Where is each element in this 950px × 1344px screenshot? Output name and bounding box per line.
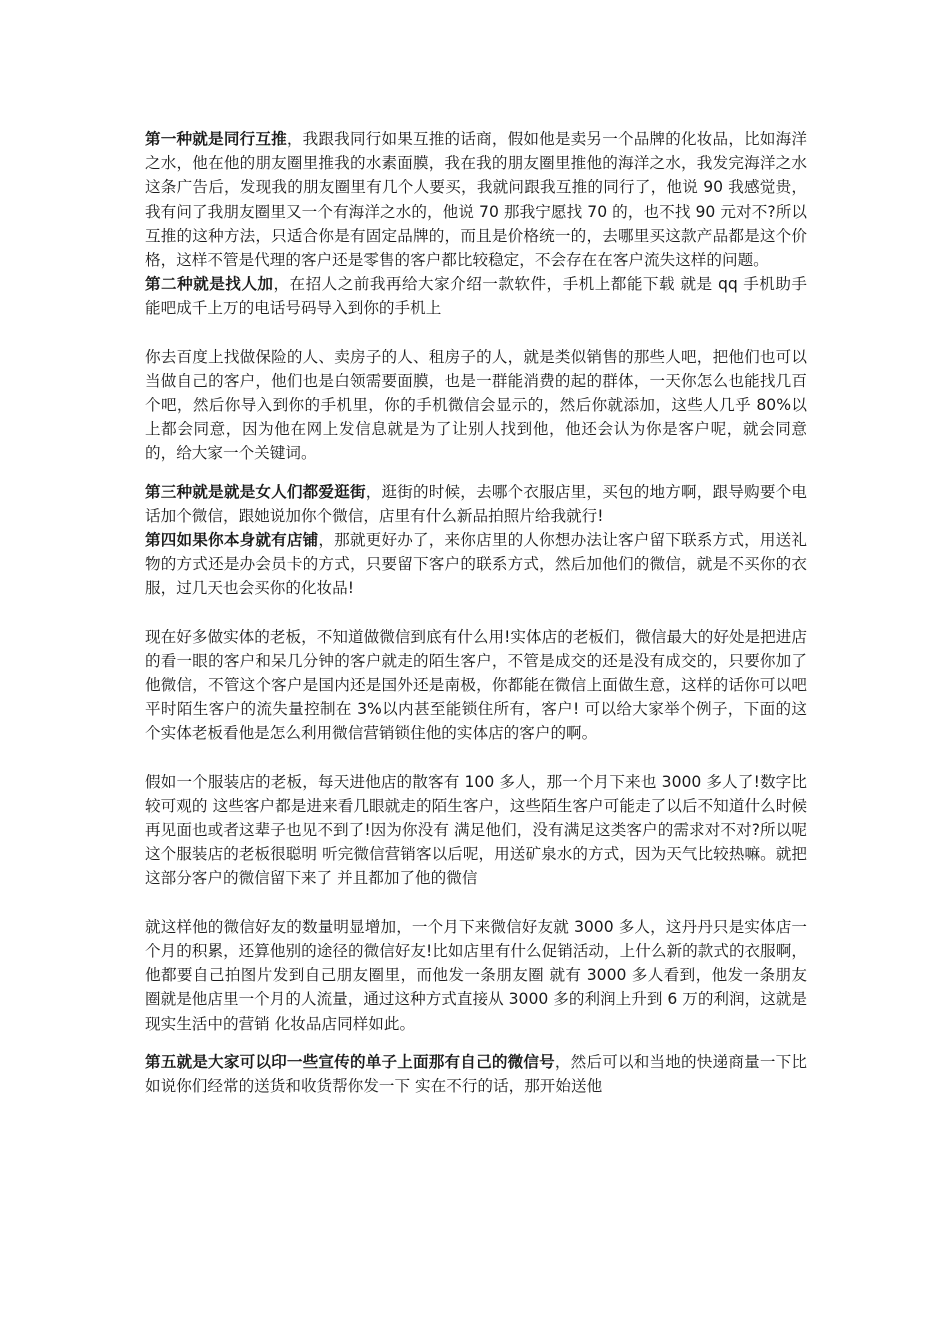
paragraph-heading: 第四如果你本身就有店铺 (145, 531, 319, 550)
paragraph-heading: 第二种就是找人加 (145, 275, 274, 294)
paragraph-peer-promotion (145, 127, 807, 272)
paragraph-heading: 第五就是大家可以印一些宣传的单子上面那有自己的微信号 (145, 1052, 555, 1071)
paragraph-body: 你去百度上找做保险的人、卖房子的人、租房子的人，就是类似销售的那些人吧，把他们也可以当做自己的客户，他们也是白领需要面膜，也是一群能消费的起的群体，一天你怎么也能找几百个吧，然后你导入到你的手机里，你的手机微信会显示的，然后你就添加，这些人几乎 80%以上都会同意，因为他在网上发信息就是为了让别人找到他，他还会认为你是客户呢，就会同意的，给大家一个关键词。 (145, 347, 807, 463)
paragraph-add-people (145, 272, 807, 320)
paragraph-baidu-search (145, 345, 807, 466)
paragraph-spacer (145, 1036, 807, 1050)
paragraph-own-store (145, 528, 807, 601)
paragraph-heading: 第一种就是同行互推 (145, 130, 287, 148)
paragraph-flyers (145, 1050, 807, 1098)
paragraph-body: ，我跟我同行如果互推的话商，假如他是卖另一个品牌的化妆品，比如海洋之水，他在他的朋友圈里推我的水素面膜，我在我的朋友圈里推他的海洋之水，我发完海洋之水这条广告后，发现我的朋友圈里有几个人要买，我就问跟我互推的同行了，他说 90 我感觉贵，我有问了我朋友圈里又一个有海洋之水的，他说 70 那我宁愿找 70 的，也不找 90 元对不?所以互推的这种方法，只适合你是有固定品牌的，而且是价格统一的，去哪里买这款产品都是这个价格，这样不管是代理的客户还是零售的客户都比较稳定，不会存在在客户流失这样的问题。 (145, 130, 807, 270)
paragraph-spacer (145, 891, 807, 915)
paragraph-shopping (145, 480, 807, 528)
paragraph-body: 现在好多做实体的老板，不知道做微信到底有什么用!实体店的老板们，微信最大的好处是把进店的看一眼的客户和呆几分钟的客户就走的陌生客户，不管是成交的还是没有成交的，只要你加了他微信，不管这个客户是国内还是国外还是南极，你都能在微信上面做生意，这样的话你可以吧平时陌生客户的流失量控制在 3%以内甚至能锁住所有，客户! 可以给大家举个例子，下面的这个实体老板看他是怎么利用微信营销锁住他的实体店的客户的啊。 (145, 627, 807, 743)
paragraph-physical-store-owners (145, 625, 807, 746)
paragraph-body: 就这样他的微信好友的数量明显增加，一个月下来微信好友就 3000 多人，这丹丹只是实体店一个月的积累，还算他别的途径的微信好友!比如店里有什么促销活动，上什么新的款式的衣服啊，他都要自己拍图片发到自己朋友圈里，而他发一条朋友圈 就有 3000 多人看到，他发一条朋友圈就是他店里一个月的人流量，通过这种方式直接从 3000 多的利润上升到 6 万的利润，这就是现实生活中的营销 化妆品店同样如此。 (145, 917, 807, 1033)
paragraph-body: ，在招人之前我再给大家介绍一款软件，手机上都能下载 就是 qq 手机助手 能吧成千上万的电话号码导入到你的手机上 (145, 275, 807, 318)
paragraph-heading: 第三种就是就是女人们都爱逛街 (145, 482, 366, 501)
paragraph-body: ，那就更好办了，来你店里的人你想办法让客户留下联系方式，用送礼物的方式还是办会员卡的方式，只要留下客户的联系方式，然后加他们的微信，就是不买你的衣服，过几天也会买你的化妆品! (145, 531, 807, 598)
paragraph-spacer (145, 466, 807, 480)
paragraph-spacer (145, 321, 807, 345)
paragraph-spacer (145, 601, 807, 625)
paragraph-spacer (145, 746, 807, 770)
paragraph-body: 假如一个服装店的老板，每天进他店的散客有 100 多人，那一个月下来也 3000 多人了!数字比较可观的 这些客户都是进来看几眼就走的陌生客户，这些陌生客户可能走了以后不知道什么时候再见面也或者这辈子也见不到了!因为你没有 满足他们，没有满足这类客户的需求对不对?所以呢 这个服装店的老板很聪明 听完微信营销客以后呢，用送矿泉水的方式，因为天气比较热嘛。就把这部分客户的微信留下来了 并且都加了他的微信 (145, 772, 807, 888)
paragraph-body: ，逛街的时候，去哪个衣服店里，买包的地方啊，跟导购要个电话加个微信，跟她说加你个微信，店里有什么新品拍照片给我就行! (145, 482, 807, 525)
paragraph-friend-growth (145, 915, 807, 1036)
paragraph-body: ，然后可以和当地的快递商量一下比如说你们经常的送货和收货帮你发一下 实在不行的话，那开始送他 (145, 1052, 807, 1095)
paragraph-clothing-store-example (145, 770, 807, 891)
document-page (145, 127, 807, 1098)
